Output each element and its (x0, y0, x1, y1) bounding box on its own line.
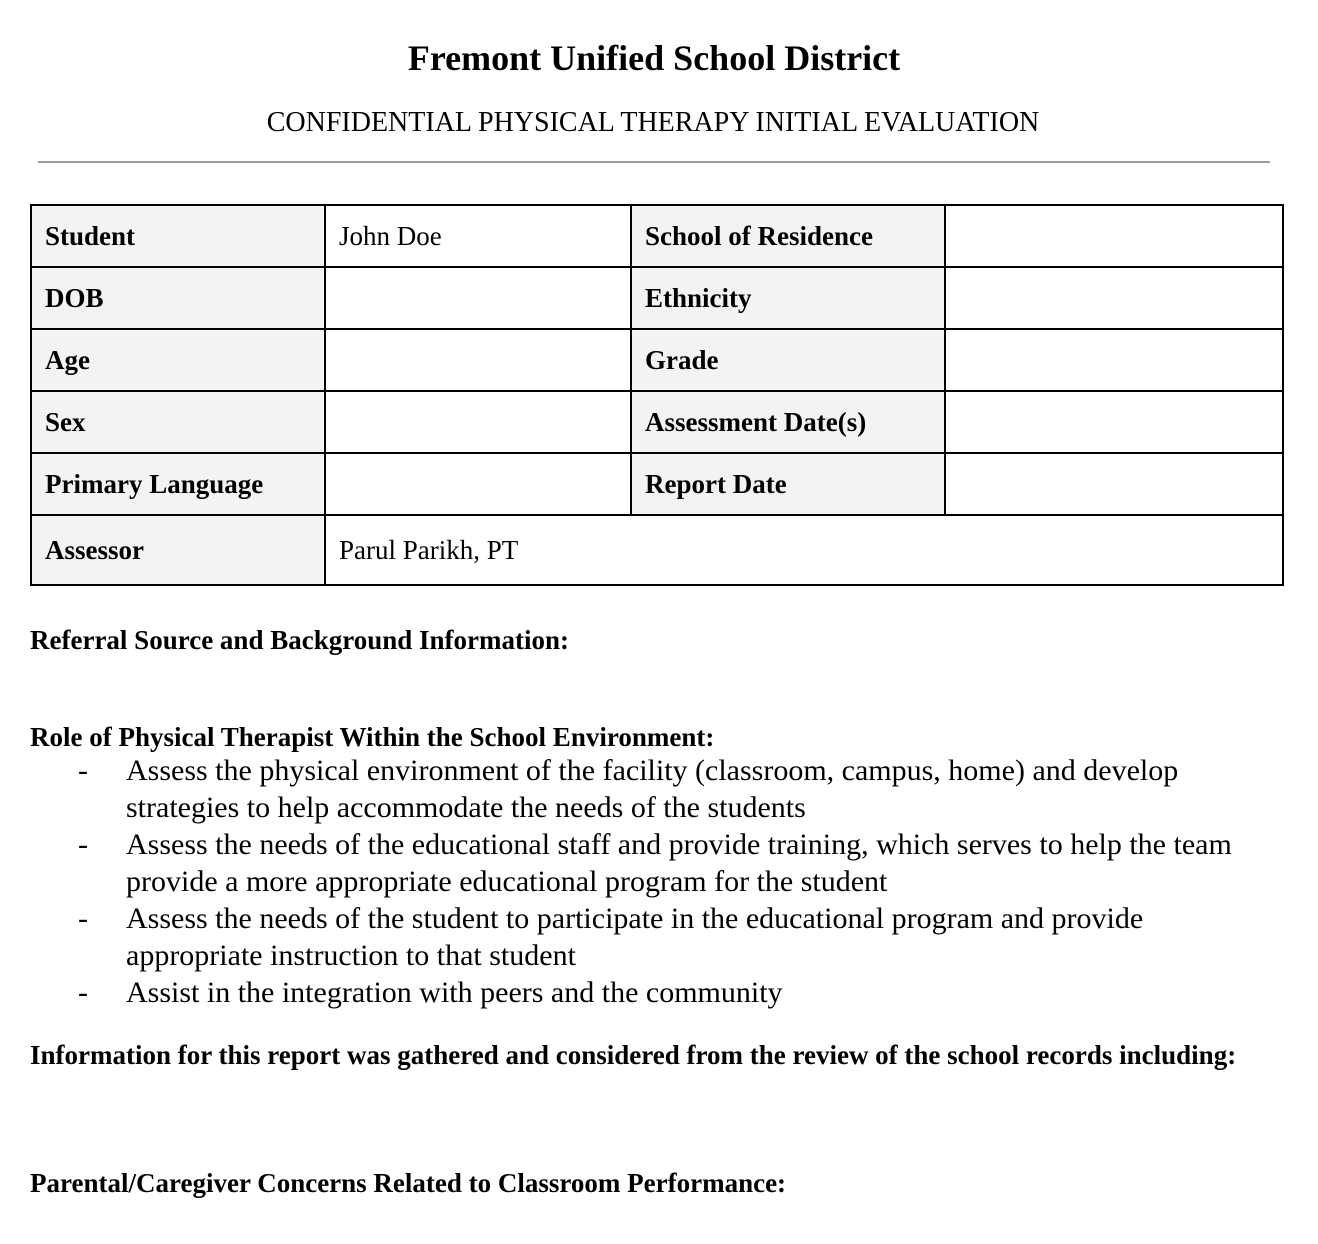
report-date-label: Report Date (631, 453, 945, 515)
age-value (325, 329, 631, 391)
list-item (30, 900, 1270, 974)
bullet-dash: - (78, 754, 88, 787)
table-row (31, 267, 1283, 329)
sex-label: Sex (31, 391, 325, 453)
primary-language-value (325, 453, 631, 515)
student-value: John Doe (325, 205, 631, 267)
list-item-text: Assess the physical environment of the facility (classroom, campus, home) and develop strategies to help accommodate the needs of the students (126, 754, 1179, 824)
parental-concerns-heading: Parental/Caregiver Concerns Related to Classroom Performance: (30, 1168, 787, 1198)
sex-value (325, 391, 631, 453)
student-info-table (30, 204, 1284, 586)
list-item (30, 974, 1270, 1011)
assessor-value: Parul Parikh, PT (325, 515, 1283, 585)
list-item (30, 826, 1270, 900)
grade-label: Grade (631, 329, 945, 391)
ethnicity-value (945, 267, 1283, 329)
dob-label: DOB (31, 267, 325, 329)
school-of-residence-value (945, 205, 1283, 267)
table-row (31, 329, 1283, 391)
role-heading: Role of Physical Therapist Within the School Environment: (30, 722, 715, 752)
role-list (30, 752, 1270, 1011)
document-subtitle: CONFIDENTIAL PHYSICAL THERAPY INITIAL EVALUATION (266, 107, 1040, 138)
table-row (31, 391, 1283, 453)
list-item-text: Assist in the integration with peers and the community (126, 976, 783, 1009)
dob-value (325, 267, 631, 329)
assessment-dates-label: Assessment Date(s) (631, 391, 945, 453)
referral-heading: Referral Source and Background Information: (30, 625, 569, 655)
table-row (31, 205, 1283, 267)
school-of-residence-label: School of Residence (631, 205, 945, 267)
assessment-dates-value (945, 391, 1283, 453)
ethnicity-label: Ethnicity (631, 267, 945, 329)
list-item-text: Assess the needs of the student to participate in the educational program and provide appropriate instruction to that student (126, 902, 1144, 972)
bullet-dash: - (78, 902, 88, 935)
bullet-dash: - (78, 828, 88, 861)
report-date-value (945, 453, 1283, 515)
table-row (31, 515, 1283, 585)
header-divider (38, 161, 1270, 163)
bullet-dash: - (78, 976, 88, 1009)
list-item-text: Assess the needs of the educational staff and provide training, which serves to help the team provide a more appropriate educational program for the student (126, 828, 1232, 898)
table-row (31, 453, 1283, 515)
student-label: Student (31, 205, 325, 267)
list-item (30, 752, 1270, 826)
primary-language-label: Primary Language (31, 453, 325, 515)
assessor-label: Assessor (31, 515, 325, 585)
grade-value (945, 329, 1283, 391)
records-heading: Information for this report was gathered and considered from the review of the school records including: (30, 1040, 1237, 1070)
document-title: Fremont Unified School District (407, 38, 901, 78)
age-label: Age (31, 329, 325, 391)
